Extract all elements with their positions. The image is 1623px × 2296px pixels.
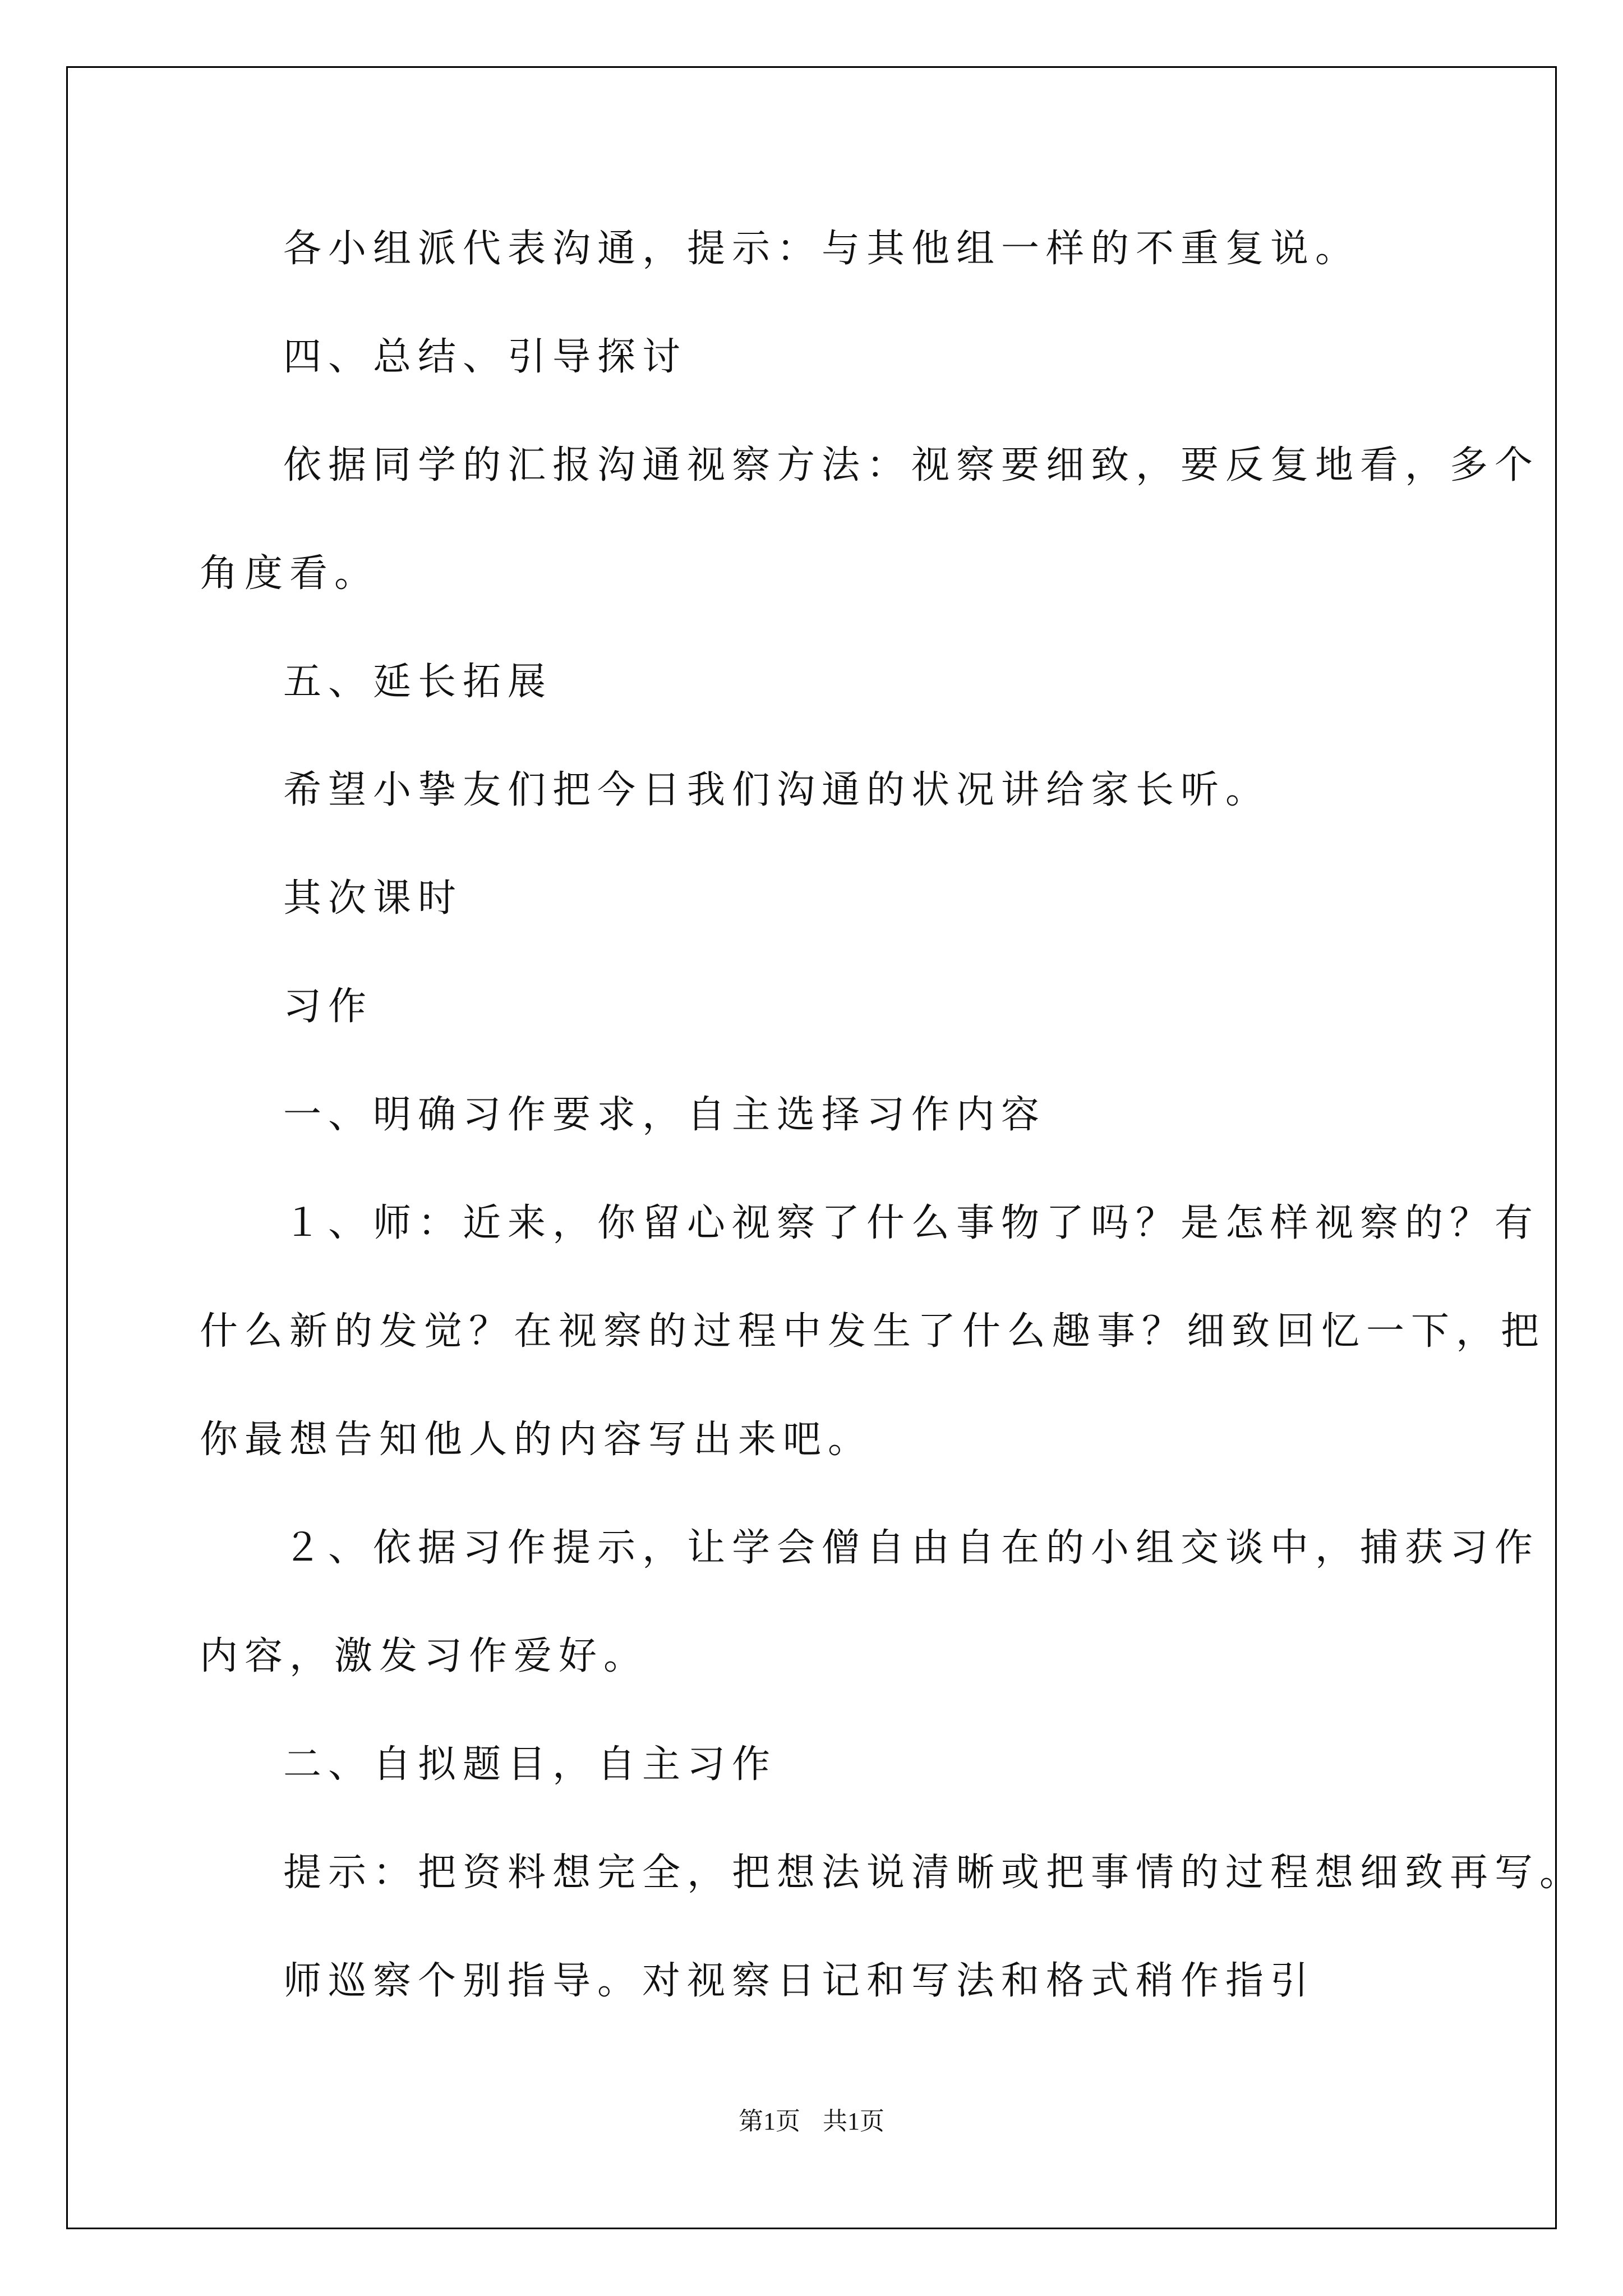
page-footer bbox=[0, 2101, 1623, 2137]
section-heading: 其次课时 bbox=[283, 876, 463, 921]
paragraph-line: 各小组派代表沟通，提示：与其他组一样的不重复说。 bbox=[283, 227, 1361, 271]
paragraph-line: 希望小挚友们把今日我们沟通的状况讲给家长听。 bbox=[283, 768, 1271, 812]
section-heading: 二、自拟题目，自主习作 bbox=[283, 1742, 777, 1787]
paragraph-line: 提示：把资料想完全，把想法说清晰或把事情的过程想细致再写。 bbox=[283, 1851, 1585, 1895]
section-heading: 四、总结、引导探讨 bbox=[283, 335, 688, 379]
section-heading: 习作 bbox=[283, 984, 374, 1029]
section-heading: 五、延长拓展 bbox=[283, 660, 553, 704]
section-heading: 一、明确习作要求，自主选择习作内容 bbox=[283, 1093, 1046, 1137]
paragraph-line: １、师：近来，你留心视察了什么事物了吗？是怎样视察的？有 bbox=[283, 1201, 1540, 1245]
paragraph-line: 角度看。 bbox=[200, 551, 380, 596]
page-border bbox=[66, 66, 1557, 2229]
paragraph-line: 什么新的发觉？在视察的过程中发生了什么趣事？细致回忆一下，把 bbox=[200, 1309, 1546, 1354]
paragraph-line: 你最想告知他人的内容写出来吧。 bbox=[200, 1418, 873, 1462]
page-number: 第1页 bbox=[739, 2108, 800, 2135]
paragraph-line: 内容，激发习作爱好。 bbox=[200, 1634, 649, 1678]
paragraph-line: 师巡察个别指导。对视察日记和写法和格式稍作指引 bbox=[283, 1959, 1316, 2003]
paragraph-line: 依据同学的汇报沟通视察方法：视察要细致，要反复地看，多个 bbox=[283, 443, 1540, 487]
page-total: 共1页 bbox=[823, 2108, 884, 2135]
paragraph-line: ２、依据习作提示，让学会僧自由自在的小组交谈中，捕获习作 bbox=[283, 1526, 1540, 1570]
